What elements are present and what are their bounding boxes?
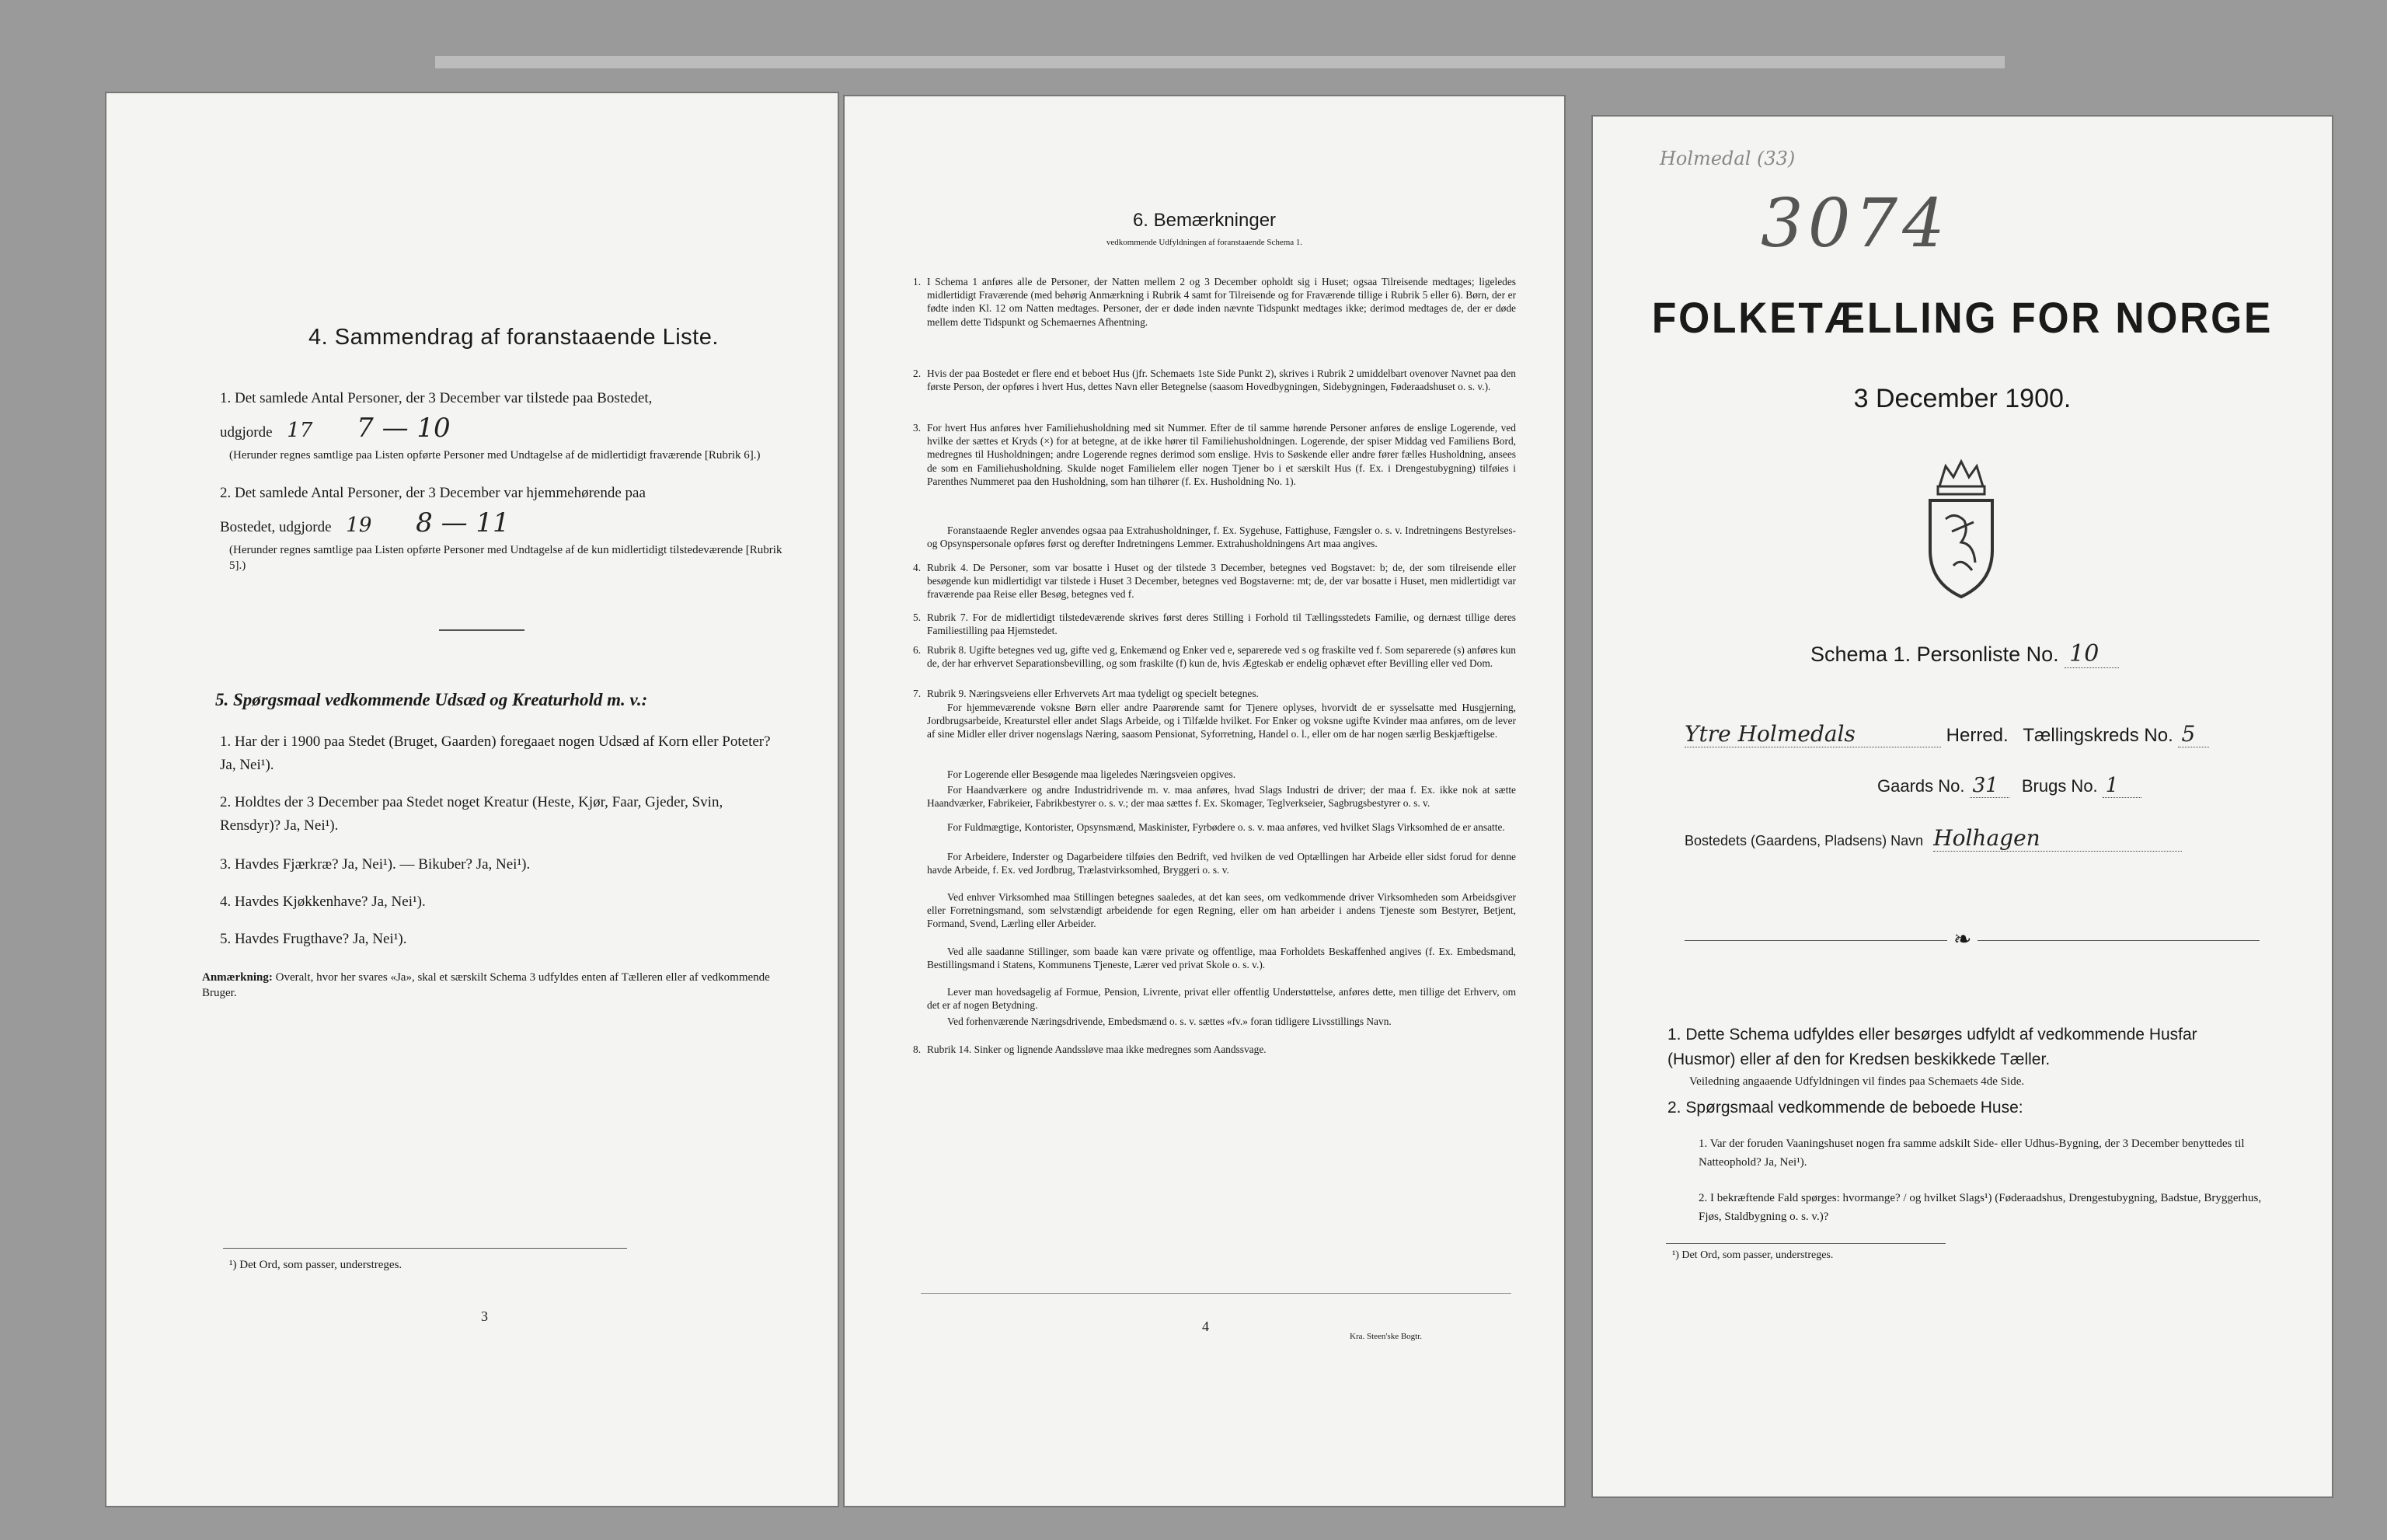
remark-number: 4. — [913, 562, 922, 573]
ornament-icon: ❧ — [1947, 926, 1978, 953]
remark-item — [913, 367, 1516, 393]
summary-item-1-line1: 1. Det samlede Antal Personer, der 3 December var tilstede paa Bostedet, — [220, 390, 653, 406]
printer-imprint: Kra. Steen'ske Bogtr. — [1350, 1332, 1423, 1341]
item1-breakdown: 7 — 10 — [357, 413, 451, 444]
footnote: ¹) Det Ord, som passer, understreges. — [229, 1259, 402, 1271]
gaard-value: 31 — [1970, 774, 2009, 798]
section-5-heading: 5. Spørgsmaal vedkommende Udsæd og Kreaturhold m. v.: — [215, 690, 648, 709]
remarks-bottom-rule — [921, 1293, 1511, 1294]
census-title: FOLKETÆLLING FOR NORGE — [1651, 293, 2274, 342]
remark-text: Rubrik 14. Sinker og lignende Aandssløve maa ikke medregnes som Aandssvage. — [927, 1044, 1267, 1055]
coat-of-arms-icon — [1907, 457, 2016, 601]
remark-text: For Arbeidere, Inderster og Dagarbeidere tilføies den Bedrift, ved hvilken de ved Optællingen har Arbeide eller sidst forud for denne havde Arbeide, f. Ex. ved Jordbrug, Trælastvirksomhed, Bryggeri o. s. v. — [927, 851, 1516, 876]
herred-line: Ytre Holmedals Herred. Tællingskreds No. 5 — [1685, 721, 2291, 747]
summary-item-1-note: (Herunder regnes samtlige paa Listen opførte Personer med Undtagelse af de midlertidigt fraværende [Rubrik 6].) — [229, 449, 761, 462]
page-right-cover — [1591, 115, 2333, 1498]
remark-text: Ved alle saadanne Stillinger, som baade kan være private og offentlige, maa Forholdets Beskaffenhed angives (f. Ex. Embedsmand, Bestillingsmand i Statens, Kommunens Tjeneste, Lærer ved privat Skole o. s. v.). — [927, 946, 1516, 971]
summary-item-2-line1: 2. Det samlede Antal Personer, der 3 December var hjemmehørende paa — [220, 485, 646, 501]
schema-line: Schema 1. Personliste No. 10 — [1810, 640, 2119, 667]
remark-text: Rubrik 4. De Personer, som var bosatte i Huset og der tilstede 3 December, betegnes ved Bogstavet: b; de, der som tilreisende eller besøgende kun midlertidigt var tilstede i Huset 3 December, betegnes ved Bogstaverne: mt; de, der var bosatte i Huset, men midlertidigt var fraværende paa Reise eller Besøg, betegnes ved f. — [927, 562, 1516, 601]
remark-item — [927, 768, 1516, 781]
house-question-2: 2. I bekræftende Fald spørges: hvormange? / og hvilket Slags¹) (Føderaadshus, Drengestubygning, Badstue, Bryggerhus, Fjøs, Staldbygning o. s. v.)? — [1699, 1192, 2262, 1223]
house-question-1: 1. Var der foruden Vaaningshuset nogen fra samme adskilt Side- eller Udhus-Bygning, der 3 December benyttedes til Natteophold? Ja, Nei¹). — [1699, 1138, 2245, 1169]
herred-value: Ytre Holmedals — [1685, 721, 1941, 747]
remark-item — [927, 524, 1516, 550]
instruction-1: 1. Dette Schema udfyldes eller besørges udfyldt af vedkommende Husfar (Husmor) eller af den for Kredsen beskikkede Tæller. — [1667, 1026, 2197, 1068]
remark-text: Rubrik 8. Ugifte betegnes ved ug, gifte ved g, Enkemænd og Enker ved e, separerede ved s og fraskilte ved f. Som separerede (s) anføres kun de, der har erhvervet Separationsbevilling, og som fraskilte (f) kun de, hvis Ægteskab er endelig ophævet efter Bevilling eller ved Dom. — [927, 644, 1516, 670]
personliste-number: 10 — [2065, 640, 2119, 668]
census-date: 3 December 1900. — [1853, 384, 2072, 413]
remark-item — [927, 701, 1516, 741]
remark-item — [913, 561, 1516, 601]
remark-item — [927, 850, 1516, 876]
question-4: 4. Havdes Kjøkkenhave? Ja, Nei¹). — [220, 894, 426, 910]
remark-text: Ved enhver Virksomhed maa Stillingen betegnes saaledes, at det kan sees, om vedkommende driver Virksomheden som Arbeidsgiver eller Forretningsmand, som selvstændigt arbeidende for egen Regning, eller om han arbeider i andens Tjeneste som Bestyrer, Betjent, Formand, Svend, Lærling eller Arbeider. — [927, 891, 1516, 930]
remark-number: 2. — [913, 368, 922, 379]
page-left — [105, 92, 839, 1507]
instruction-2: 2. Spørgsmaal vedkommende de beboede Huse: — [1667, 1099, 2023, 1117]
summary-item-2-line2: Bostedet, udgjorde 19 8 — 11 — [220, 507, 510, 538]
remark-item — [913, 421, 1516, 488]
scan-background-strip — [435, 56, 2005, 68]
question-2: 2. Holdtes der 3 December paa Stedet noget Kreatur (Heste, Kjør, Faar, Gjeder, Svin, Rensdyr)? Ja, Nei¹). — [220, 794, 723, 834]
brugs-value: 1 — [2103, 774, 2142, 798]
remark-text: Rubrik 7. For de midlertidigt tilstedeværende skrives først deres Stilling i Forhold til Tællingsstedets Familie, og dernæst tillige deres Familiestilling paa Hjemstedet. — [927, 611, 1516, 637]
question-1: 1. Har der i 1900 paa Stedet (Bruget, Gaarden) foregaaet nogen Udsæd af Korn eller Poteter? Ja, Nei¹). — [220, 733, 771, 773]
remark-text: For hvert Hus anføres hver Familiehusholdning med sit Nummer. Efter de til samme hørende Personer anføres de enslige Logerende, ved hvilke der sættes et Kryds (×) for at betegne, at de ikke hører til Familiehusholdningen. Logerende, der spiser Middag ved Familiens Bord, medregnes til Husholdningen; andre Logerende regnes derimod som enslige. Hvis to Søskende eller andre fører fælles Husholdning, ansees de som en Familiehusholdning. Skulde noget Familielem eller nogen Tjener bo i et særskilt Hus (f. Ex. i Drengestubygning) tilføies i Parenthes Nummeret paa den Husholdning, som han tilhører (f. Ex. Husholdning No. 1). — [927, 422, 1516, 487]
remark-text: For Fuldmægtige, Kontorister, Opsynsmænd, Maskinister, Fyrbødere o. s. v. maa anføres, ved hvilket Slags Virksomhed de er ansatte. — [947, 821, 1505, 833]
footnote-rule — [1666, 1243, 1946, 1244]
summary-item-1-line2: udgjorde 17 7 — 10 — [220, 413, 451, 444]
page-number: 3 — [481, 1308, 488, 1324]
remark-item — [927, 821, 1516, 834]
remark-number: 5. — [913, 611, 922, 623]
remark-text: Rubrik 9. Næringsveiens eller Erhvervets Art maa tydeligt og specielt betegnes. — [927, 688, 1259, 699]
remarks-subtitle: vedkommende Udfyldningen af foranstaaende Schema 1. — [1106, 238, 1303, 247]
remark-item — [927, 890, 1516, 931]
gaard-line: Gaards No. 31 Brugs No. 1 — [1877, 774, 2141, 797]
remark-item — [927, 985, 1516, 1012]
footnote: ¹) Det Ord, som passer, understreges. — [1672, 1249, 1834, 1261]
remark-number: 7. — [913, 688, 922, 699]
page-middle — [843, 95, 1566, 1507]
section-4-heading: 4. Sammendrag af foranstaaende Liste. — [308, 325, 719, 350]
item2-count: 19 — [346, 514, 372, 537]
remark-number: 8. — [913, 1044, 922, 1055]
pencil-note: Holmedal (33) — [1660, 148, 1796, 169]
bosted-value: Holhagen — [1933, 825, 2182, 852]
archive-number: 3074 — [1761, 185, 1950, 263]
remark-item — [927, 1015, 1516, 1028]
question-3: 3. Havdes Fjærkræ? Ja, Nei¹). — Bikuber? Ja, Nei¹). — [220, 856, 531, 873]
remark-number: 1. — [913, 276, 922, 287]
remark-item — [927, 783, 1516, 810]
remark-text: I Schema 1 anføres alle de Personer, der Natten mellem 2 og 3 December opholdt sig i Huset; ogsaa Tilreisende medtages; ligeledes midlertidigt Fraværende (med behørig Anmærkning i Rubrik 4 samt for Tilreisende og for Fraværende tillige i Rubrik 5 eller 6). Børn, der er fødte inden Kl. 12 om Natten medtages. Personer, der er døde inden nævnte Tidspunkt medtages ikke; derimod medtages de, der er døde mellem dette Tidspunkt og Schemaernes Afhentning. — [927, 276, 1516, 328]
item2-breakdown: 8 — 11 — [416, 507, 510, 538]
remark-text: Foranstaaende Regler anvendes ogsaa paa Extrahusholdninger, f. Ex. Sygehuse, Fattighuse, Fængsler o. s. v. Indretningens Bestyrelses- og Opsynspersonale opføres først og derefter Indretningens Lemmer. Extrahusholdningens Art maa angives. — [927, 524, 1516, 550]
remark-item — [913, 275, 1516, 329]
kreds-value: 5 — [2178, 721, 2209, 747]
remark-item — [913, 687, 1516, 700]
remark-item — [927, 945, 1516, 971]
page-number: 4 — [1202, 1319, 1209, 1334]
remark-number: 6. — [913, 644, 922, 656]
remark-text: For Haandværkere og andre Industridrivende m. v. maa anføres, hvad Slags Industri de driver; der maa f. Ex. ikke nok at sætte Haandværker, Fabrikeier, Fabrikbestyrer o. s. v.; der maa sættes f. Ex. Skomager, Teglverkseier, Sagbrugsbestyrer o. s. v. — [927, 784, 1516, 810]
remark-text: For Logerende eller Besøgende maa ligeledes Næringsveien opgives. — [947, 768, 1236, 780]
remark-text: Lever man hovedsagelig af Formue, Pension, Livrente, privat eller offentlig Understøttelse, anføres dette, men tillige det Erhverv, om det er af nogen Betydning. — [927, 986, 1516, 1012]
remark-item — [913, 1043, 1516, 1056]
bosted-line: Bostedets (Gaardens, Pladsens) Navn Holhagen — [1685, 825, 2182, 852]
instruction-1-note: Veiledning angaaende Udfyldningen vil findes paa Schemaets 4de Side. — [1689, 1075, 2025, 1088]
item1-count: 17 — [287, 419, 313, 442]
remark-item — [913, 611, 1516, 637]
divider — [439, 629, 524, 631]
remark-text: For hjemmeværende voksne Børn eller andre Paarørende samt for Tjenere oplyses, hvorvidt de er sysselsatte med Husgjerning, Jordbrugsarbeide, Kreaturstel eller andet Slags Arbeide, og i Tilfælde hvilket. For Enker og voksne ugifte Kvinder maa anføres, om de lever af sine Midler eller driver nogenslags Næring, saasom Pensionat, Syforretning, Handel o. l., eller om de har nogen særlig Beskjæftigelse. — [927, 702, 1516, 740]
remarks-title: 6. Bemærkninger — [1132, 210, 1277, 231]
remark-item — [913, 643, 1516, 670]
footnote-rule — [223, 1248, 627, 1249]
remark-text: Ved forhenværende Næringsdrivende, Embedsmænd o. s. v. sættes «fv.» foran tidligere Livsstillings Navn. — [947, 1016, 1392, 1027]
annotation: Anmærkning: Overalt, hvor her svares «Ja», skal et særskilt Schema 3 udfyldes enten af Tælleren eller af vedkommende Bruger. — [202, 971, 770, 999]
question-5: 5. Havdes Frugthave? Ja, Nei¹). — [220, 931, 407, 947]
summary-item-2-note: (Herunder regnes samtlige paa Listen opførte Personer med Undtagelse af de kun midlertidigt tilstedeværende [Rubrik 5].) — [229, 544, 782, 572]
remark-number: 3. — [913, 422, 922, 434]
remark-text: Hvis der paa Bostedet er flere end et beboet Hus (jfr. Schemaets 1ste Side Punkt 2), skrives i Rubrik 2 umiddelbart ovenover Navnet paa den første Person, der opføres i hvert Hus, dettes Navn eller Betegnelse (saasom Hovedbygningen, Sidebygningen, Føderaadshuset o. s. v.). — [927, 368, 1516, 393]
